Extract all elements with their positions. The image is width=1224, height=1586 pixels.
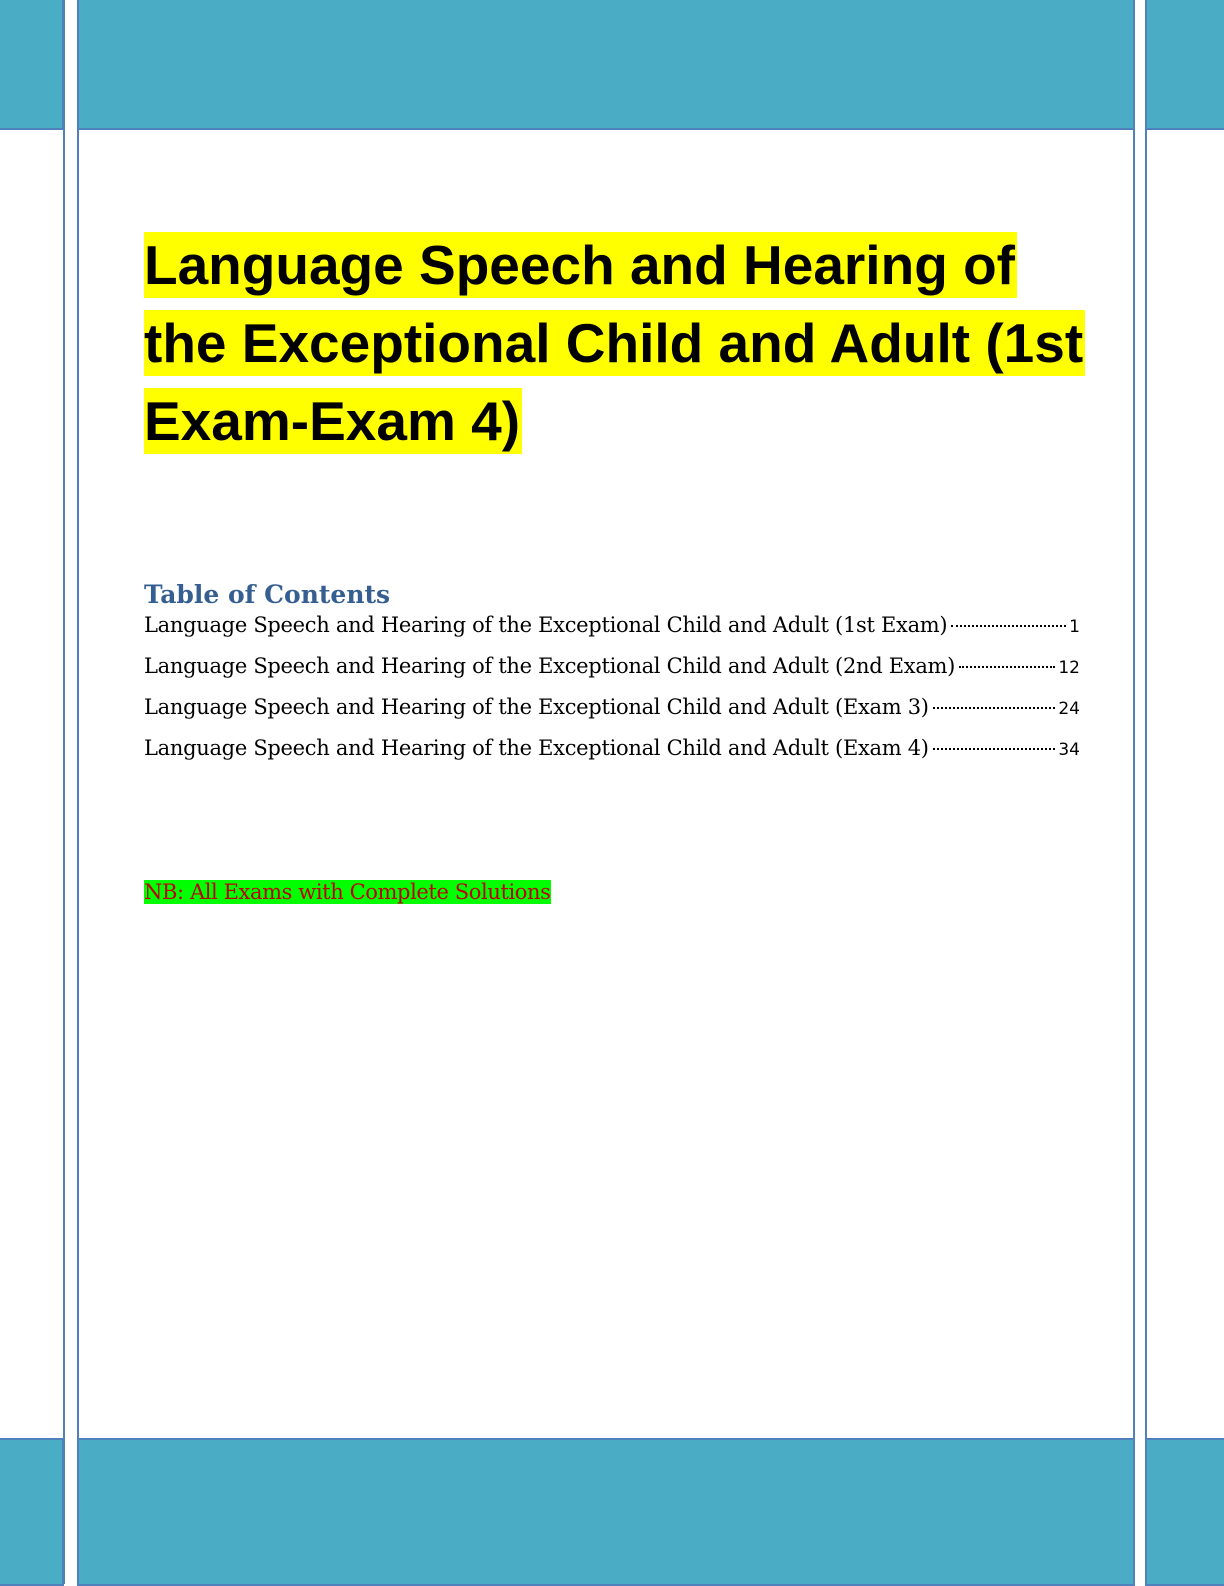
solutions-note-text: NB: All Exams with Complete Solutions (144, 880, 551, 904)
document-title-text: Language Speech and Hearing of the Exceptional Child and Adult (1st Exam-Exam 4) (144, 234, 1084, 452)
toc-page-number[interactable]: 1 (1069, 617, 1080, 637)
header-band-right (1145, 0, 1224, 130)
toc-entry[interactable] (144, 695, 1080, 736)
footer-band (77, 1438, 1135, 1586)
toc-dot-leader (951, 625, 1066, 627)
solutions-note (144, 877, 551, 907)
toc-entry-text[interactable]: Language Speech and Hearing of the Exceptional Child and Adult (Exam 3) (144, 695, 929, 719)
frame-line-right-outer (1145, 0, 1147, 1584)
toc-dot-leader (959, 666, 1055, 668)
toc-page-number[interactable]: 34 (1058, 740, 1080, 760)
toc-entry-text[interactable]: Language Speech and Hearing of the Exceptional Child and Adult (Exam 4) (144, 736, 929, 760)
footer-band-right (1145, 1438, 1224, 1586)
document-title (144, 226, 1084, 460)
toc-heading: Table of Contents (144, 580, 391, 609)
header-band (77, 0, 1135, 130)
header-band-left (0, 0, 64, 130)
toc-dot-leader (933, 748, 1056, 750)
toc-entry[interactable] (144, 654, 1080, 695)
toc-page-number[interactable]: 12 (1058, 658, 1080, 678)
toc-dot-leader (933, 707, 1056, 709)
toc-entry-text[interactable]: Language Speech and Hearing of the Exceptional Child and Adult (1st Exam) (144, 613, 948, 637)
frame-line-left-inner (77, 0, 79, 1584)
footer-band-left (0, 1438, 64, 1586)
toc-entry[interactable] (144, 736, 1080, 777)
toc-page-number[interactable]: 24 (1058, 699, 1080, 719)
toc-entry-text[interactable]: Language Speech and Hearing of the Exceptional Child and Adult (2nd Exam) (144, 654, 956, 678)
table-of-contents (144, 613, 1080, 777)
toc-entry[interactable] (144, 613, 1080, 654)
frame-line-right-inner (1133, 0, 1135, 1584)
frame-line-left-outer (63, 0, 65, 1584)
